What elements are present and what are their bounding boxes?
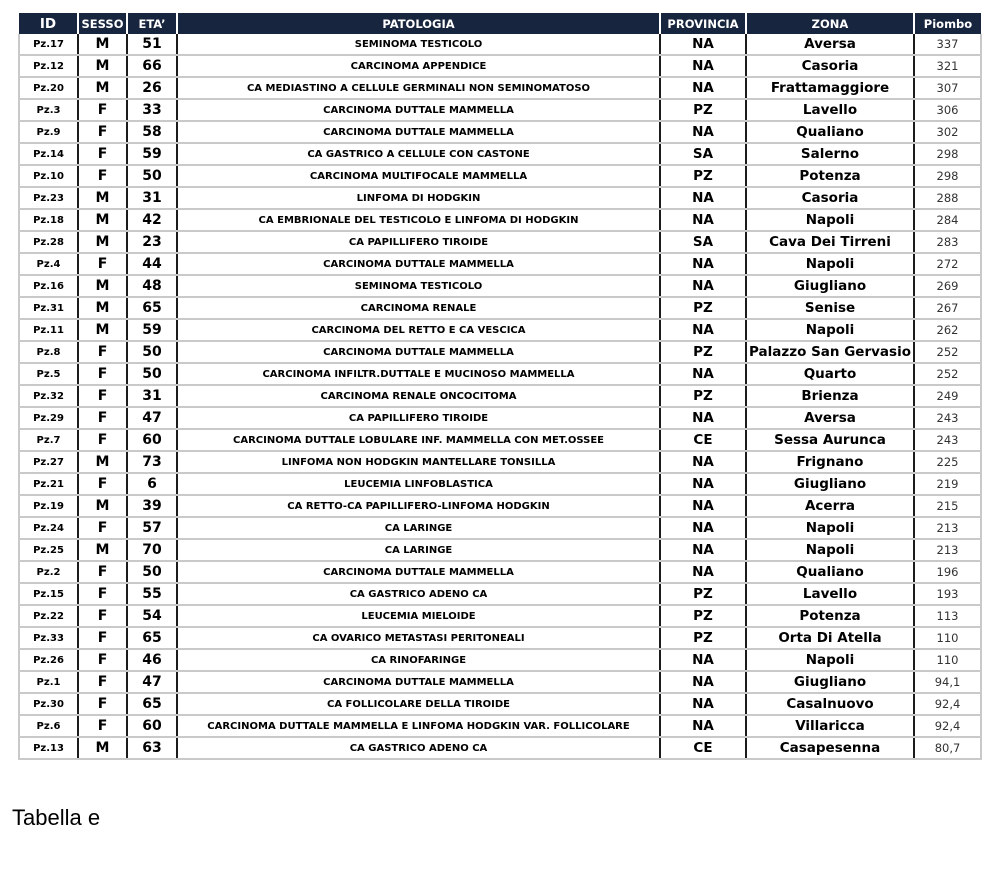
- cell-province: SA: [660, 231, 746, 253]
- cell-province: NA: [660, 121, 746, 143]
- cell-age: 59: [127, 319, 177, 341]
- cell-id: Pz.5: [19, 363, 78, 385]
- table-row: [19, 715, 981, 737]
- cell-sex: M: [78, 231, 127, 253]
- cell-sex: F: [78, 715, 127, 737]
- cell-pathology: CA PAPILLIFERO TIROIDE: [177, 231, 660, 253]
- cell-lead: 288: [914, 187, 981, 209]
- table-row: [19, 649, 981, 671]
- cell-id: Pz.18: [19, 209, 78, 231]
- cell-sex: F: [78, 407, 127, 429]
- cell-sex: M: [78, 539, 127, 561]
- cell-age: 54: [127, 605, 177, 627]
- cell-age: 33: [127, 99, 177, 121]
- cell-id: Pz.30: [19, 693, 78, 715]
- cell-province: NA: [660, 451, 746, 473]
- cell-sex: F: [78, 385, 127, 407]
- cell-id: Pz.29: [19, 407, 78, 429]
- table-row: [19, 671, 981, 693]
- cell-pathology: CARCINOMA DUTTALE LOBULARE INF. MAMMELLA CON MET.OSSEE: [177, 429, 660, 451]
- table-row: [19, 55, 981, 77]
- cell-pathology: CA GASTRICO ADENO CA: [177, 583, 660, 605]
- cell-id: Pz.28: [19, 231, 78, 253]
- cell-lead: 337: [914, 34, 981, 55]
- cell-sex: F: [78, 671, 127, 693]
- cell-zone: Casoria: [746, 187, 914, 209]
- cell-lead: 215: [914, 495, 981, 517]
- cell-province: NA: [660, 407, 746, 429]
- cell-pathology: SEMINOMA TESTICOLO: [177, 275, 660, 297]
- table-row: [19, 495, 981, 517]
- header-sex: SESSO: [78, 13, 127, 34]
- table-row: [19, 99, 981, 121]
- cell-id: Pz.11: [19, 319, 78, 341]
- header-province: PROVINCIA: [660, 13, 746, 34]
- cell-id: Pz.12: [19, 55, 78, 77]
- cell-sex: F: [78, 473, 127, 495]
- table-row: [19, 34, 981, 55]
- cell-id: Pz.25: [19, 539, 78, 561]
- cell-pathology: CARCINOMA DUTTALE MAMMELLA: [177, 121, 660, 143]
- cell-age: 58: [127, 121, 177, 143]
- table-row: [19, 539, 981, 561]
- table-header: [19, 13, 981, 34]
- cell-zone: Qualiano: [746, 121, 914, 143]
- cell-zone: Potenza: [746, 165, 914, 187]
- cell-lead: 249: [914, 385, 981, 407]
- table-row: [19, 275, 981, 297]
- cell-pathology: CARCINOMA RENALE: [177, 297, 660, 319]
- cell-zone: Sessa Aurunca: [746, 429, 914, 451]
- cell-id: Pz.21: [19, 473, 78, 495]
- cell-zone: Casoria: [746, 55, 914, 77]
- cell-id: Pz.20: [19, 77, 78, 99]
- cell-province: NA: [660, 34, 746, 55]
- cell-province: NA: [660, 715, 746, 737]
- cell-sex: F: [78, 165, 127, 187]
- cell-sex: F: [78, 99, 127, 121]
- cell-sex: F: [78, 627, 127, 649]
- cell-sex: M: [78, 187, 127, 209]
- cell-age: 47: [127, 407, 177, 429]
- cell-zone: Napoli: [746, 517, 914, 539]
- cell-age: 50: [127, 363, 177, 385]
- cell-pathology: CA RINOFARINGE: [177, 649, 660, 671]
- cell-province: PZ: [660, 297, 746, 319]
- cell-age: 65: [127, 627, 177, 649]
- cell-age: 42: [127, 209, 177, 231]
- cell-pathology: CARCINOMA DUTTALE MAMMELLA: [177, 561, 660, 583]
- table-row: [19, 385, 981, 407]
- cell-age: 48: [127, 275, 177, 297]
- table-row: [19, 341, 981, 363]
- cell-lead: 321: [914, 55, 981, 77]
- cell-pathology: LINFOMA NON HODGKIN MANTELLARE TONSILLA: [177, 451, 660, 473]
- header-id: ID: [19, 13, 78, 34]
- cell-sex: M: [78, 34, 127, 55]
- cell-age: 70: [127, 539, 177, 561]
- cell-pathology: CARCINOMA APPENDICE: [177, 55, 660, 77]
- cell-age: 31: [127, 187, 177, 209]
- table-row: [19, 561, 981, 583]
- cell-province: NA: [660, 319, 746, 341]
- cell-age: 65: [127, 693, 177, 715]
- cell-province: NA: [660, 649, 746, 671]
- cell-province: CE: [660, 429, 746, 451]
- cell-pathology: CARCINOMA DEL RETTO E CA VESCICA: [177, 319, 660, 341]
- cell-lead: 193: [914, 583, 981, 605]
- cell-zone: Frignano: [746, 451, 914, 473]
- cell-zone: Casalnuovo: [746, 693, 914, 715]
- cell-sex: M: [78, 77, 127, 99]
- cell-pathology: CARCINOMA DUTTALE MAMMELLA: [177, 99, 660, 121]
- table-row: [19, 143, 981, 165]
- cell-province: NA: [660, 495, 746, 517]
- cell-pathology: CA LARINGE: [177, 517, 660, 539]
- cell-age: 50: [127, 341, 177, 363]
- header-row: [19, 13, 981, 34]
- table-row: [19, 451, 981, 473]
- cell-id: Pz.10: [19, 165, 78, 187]
- cell-id: Pz.7: [19, 429, 78, 451]
- cell-zone: Casapesenna: [746, 737, 914, 759]
- cell-pathology: CARCINOMA MULTIFOCALE MAMMELLA: [177, 165, 660, 187]
- cell-zone: Napoli: [746, 319, 914, 341]
- cell-age: 55: [127, 583, 177, 605]
- cell-province: NA: [660, 363, 746, 385]
- cell-id: Pz.13: [19, 737, 78, 759]
- cell-province: PZ: [660, 165, 746, 187]
- cell-age: 31: [127, 385, 177, 407]
- cell-province: NA: [660, 539, 746, 561]
- cell-age: 60: [127, 429, 177, 451]
- table-row: [19, 253, 981, 275]
- cell-sex: F: [78, 693, 127, 715]
- cell-lead: 113: [914, 605, 981, 627]
- cell-lead: 219: [914, 473, 981, 495]
- cell-lead: 306: [914, 99, 981, 121]
- cell-zone: Aversa: [746, 34, 914, 55]
- cell-pathology: LEUCEMIA LINFOBLASTICA: [177, 473, 660, 495]
- cell-sex: F: [78, 561, 127, 583]
- cell-lead: 243: [914, 407, 981, 429]
- cell-lead: 307: [914, 77, 981, 99]
- cell-id: Pz.31: [19, 297, 78, 319]
- cell-pathology: CA GASTRICO ADENO CA: [177, 737, 660, 759]
- cell-age: 65: [127, 297, 177, 319]
- cell-age: 51: [127, 34, 177, 55]
- cell-pathology: CARCINOMA DUTTALE MAMMELLA: [177, 253, 660, 275]
- cell-id: Pz.14: [19, 143, 78, 165]
- cell-lead: 80,7: [914, 737, 981, 759]
- cell-province: SA: [660, 143, 746, 165]
- cell-sex: M: [78, 451, 127, 473]
- cell-age: 6: [127, 473, 177, 495]
- cell-zone: Qualiano: [746, 561, 914, 583]
- cell-province: PZ: [660, 627, 746, 649]
- cell-lead: 252: [914, 341, 981, 363]
- table-row: [19, 407, 981, 429]
- cell-lead: 92,4: [914, 715, 981, 737]
- cell-pathology: CA LARINGE: [177, 539, 660, 561]
- cell-province: PZ: [660, 99, 746, 121]
- table-row: [19, 693, 981, 715]
- cell-lead: 267: [914, 297, 981, 319]
- cell-province: PZ: [660, 583, 746, 605]
- cell-id: Pz.33: [19, 627, 78, 649]
- cell-lead: 298: [914, 165, 981, 187]
- table-row: [19, 231, 981, 253]
- cell-sex: F: [78, 429, 127, 451]
- cell-zone: Napoli: [746, 253, 914, 275]
- cell-lead: 262: [914, 319, 981, 341]
- cell-province: PZ: [660, 385, 746, 407]
- cell-pathology: CA EMBRIONALE DEL TESTICOLO E LINFOMA DI HODGKIN: [177, 209, 660, 231]
- cell-lead: 110: [914, 627, 981, 649]
- cell-province: NA: [660, 517, 746, 539]
- cell-pathology: LINFOMA DI HODGKIN: [177, 187, 660, 209]
- cell-zone: Villaricca: [746, 715, 914, 737]
- cell-pathology: CARCINOMA DUTTALE MAMMELLA E LINFOMA HODGKIN VAR. FOLLICOLARE: [177, 715, 660, 737]
- cell-id: Pz.24: [19, 517, 78, 539]
- cell-province: CE: [660, 737, 746, 759]
- cell-sex: M: [78, 297, 127, 319]
- cell-sex: M: [78, 737, 127, 759]
- cell-zone: Potenza: [746, 605, 914, 627]
- cell-pathology: CA GASTRICO A CELLULE CON CASTONE: [177, 143, 660, 165]
- cell-zone: Orta Di Atella: [746, 627, 914, 649]
- cell-sex: F: [78, 121, 127, 143]
- cell-id: Pz.23: [19, 187, 78, 209]
- cell-zone: Lavello: [746, 99, 914, 121]
- cell-age: 73: [127, 451, 177, 473]
- cell-lead: 92,4: [914, 693, 981, 715]
- cell-zone: Lavello: [746, 583, 914, 605]
- cell-lead: 110: [914, 649, 981, 671]
- cell-lead: 213: [914, 517, 981, 539]
- table-row: [19, 429, 981, 451]
- table-caption: Tabella e: [12, 805, 101, 830]
- cell-lead: 298: [914, 143, 981, 165]
- cell-zone: Napoli: [746, 209, 914, 231]
- table-row: [19, 473, 981, 495]
- header-zone: ZONA: [746, 13, 914, 34]
- cell-age: 26: [127, 77, 177, 99]
- table-row: [19, 517, 981, 539]
- cell-id: Pz.8: [19, 341, 78, 363]
- cell-id: Pz.3: [19, 99, 78, 121]
- cell-lead: 252: [914, 363, 981, 385]
- cell-pathology: LEUCEMIA MIELOIDE: [177, 605, 660, 627]
- cell-zone: Napoli: [746, 539, 914, 561]
- cell-age: 57: [127, 517, 177, 539]
- cell-pathology: CA FOLLICOLARE DELLA TIROIDE: [177, 693, 660, 715]
- cell-zone: Napoli: [746, 649, 914, 671]
- cell-lead: 272: [914, 253, 981, 275]
- cell-zone: Brienza: [746, 385, 914, 407]
- table-row: [19, 121, 981, 143]
- cell-lead: 94,1: [914, 671, 981, 693]
- cell-province: NA: [660, 55, 746, 77]
- cell-id: Pz.19: [19, 495, 78, 517]
- cell-sex: F: [78, 605, 127, 627]
- cell-zone: Aversa: [746, 407, 914, 429]
- cell-province: PZ: [660, 341, 746, 363]
- cell-zone: Acerra: [746, 495, 914, 517]
- cell-id: Pz.22: [19, 605, 78, 627]
- cell-province: NA: [660, 561, 746, 583]
- cell-sex: F: [78, 143, 127, 165]
- cell-age: 39: [127, 495, 177, 517]
- table-body: [19, 34, 981, 759]
- table-row: [19, 737, 981, 759]
- cell-province: NA: [660, 209, 746, 231]
- cell-age: 50: [127, 561, 177, 583]
- cell-lead: 243: [914, 429, 981, 451]
- cell-pathology: CARCINOMA INFILTR.DUTTALE E MUCINOSO MAMMELLA: [177, 363, 660, 385]
- cell-sex: F: [78, 341, 127, 363]
- cell-province: NA: [660, 275, 746, 297]
- cell-zone: Salerno: [746, 143, 914, 165]
- cell-zone: Cava Dei Tirreni: [746, 231, 914, 253]
- cell-pathology: CARCINOMA DUTTALE MAMMELLA: [177, 671, 660, 693]
- cell-id: Pz.16: [19, 275, 78, 297]
- cell-sex: F: [78, 649, 127, 671]
- cell-province: NA: [660, 77, 746, 99]
- cell-pathology: CA RETTO-CA PAPILLIFERO-LINFOMA HODGKIN: [177, 495, 660, 517]
- table-row: [19, 605, 981, 627]
- cell-id: Pz.2: [19, 561, 78, 583]
- header-pathology: PATOLOGIA: [177, 13, 660, 34]
- cell-id: Pz.15: [19, 583, 78, 605]
- cell-lead: 196: [914, 561, 981, 583]
- table-row: [19, 363, 981, 385]
- cell-zone: Giugliano: [746, 275, 914, 297]
- cell-pathology: CA MEDIASTINO A CELLULE GERMINALI NON SEMINOMATOSO: [177, 77, 660, 99]
- cell-province: NA: [660, 253, 746, 275]
- cell-lead: 269: [914, 275, 981, 297]
- cell-pathology: CA PAPILLIFERO TIROIDE: [177, 407, 660, 429]
- cell-age: 50: [127, 165, 177, 187]
- cell-sex: F: [78, 517, 127, 539]
- cell-age: 44: [127, 253, 177, 275]
- table-row: [19, 297, 981, 319]
- cell-zone: Senise: [746, 297, 914, 319]
- cell-province: NA: [660, 473, 746, 495]
- cell-id: Pz.6: [19, 715, 78, 737]
- cell-sex: M: [78, 275, 127, 297]
- cell-zone: Palazzo San Gervasio: [746, 341, 914, 363]
- cell-id: Pz.9: [19, 121, 78, 143]
- cell-pathology: CA OVARICO METASTASI PERITONEALI: [177, 627, 660, 649]
- cell-sex: F: [78, 363, 127, 385]
- cell-pathology: CARCINOMA DUTTALE MAMMELLA: [177, 341, 660, 363]
- cell-zone: Giugliano: [746, 671, 914, 693]
- cell-sex: F: [78, 253, 127, 275]
- cell-age: 47: [127, 671, 177, 693]
- table-row: [19, 165, 981, 187]
- cell-pathology: CARCINOMA RENALE ONCOCITOMA: [177, 385, 660, 407]
- cell-sex: M: [78, 55, 127, 77]
- cell-age: 66: [127, 55, 177, 77]
- cell-id: Pz.17: [19, 34, 78, 55]
- cell-age: 46: [127, 649, 177, 671]
- cell-province: NA: [660, 671, 746, 693]
- cell-zone: Frattamaggiore: [746, 77, 914, 99]
- cell-id: Pz.26: [19, 649, 78, 671]
- header-lead: Piombo: [914, 13, 981, 34]
- cell-age: 63: [127, 737, 177, 759]
- cell-lead: 225: [914, 451, 981, 473]
- cell-zone: Giugliano: [746, 473, 914, 495]
- cell-lead: 284: [914, 209, 981, 231]
- table-row: [19, 187, 981, 209]
- cell-lead: 213: [914, 539, 981, 561]
- cell-id: Pz.32: [19, 385, 78, 407]
- cell-sex: M: [78, 319, 127, 341]
- patient-lead-table: [18, 13, 982, 760]
- cell-id: Pz.4: [19, 253, 78, 275]
- cell-id: Pz.1: [19, 671, 78, 693]
- cell-lead: 283: [914, 231, 981, 253]
- cell-pathology: SEMINOMA TESTICOLO: [177, 34, 660, 55]
- table-row: [19, 319, 981, 341]
- cell-province: NA: [660, 187, 746, 209]
- cell-sex: M: [78, 495, 127, 517]
- cell-age: 23: [127, 231, 177, 253]
- cell-sex: M: [78, 209, 127, 231]
- table-row: [19, 627, 981, 649]
- cell-province: PZ: [660, 605, 746, 627]
- header-age: ETA’: [127, 13, 177, 34]
- table-row: [19, 583, 981, 605]
- table-row: [19, 77, 981, 99]
- cell-age: 59: [127, 143, 177, 165]
- cell-lead: 302: [914, 121, 981, 143]
- cell-sex: F: [78, 583, 127, 605]
- table-row: [19, 209, 981, 231]
- cell-zone: Quarto: [746, 363, 914, 385]
- cell-province: NA: [660, 693, 746, 715]
- cell-id: Pz.27: [19, 451, 78, 473]
- cell-age: 60: [127, 715, 177, 737]
